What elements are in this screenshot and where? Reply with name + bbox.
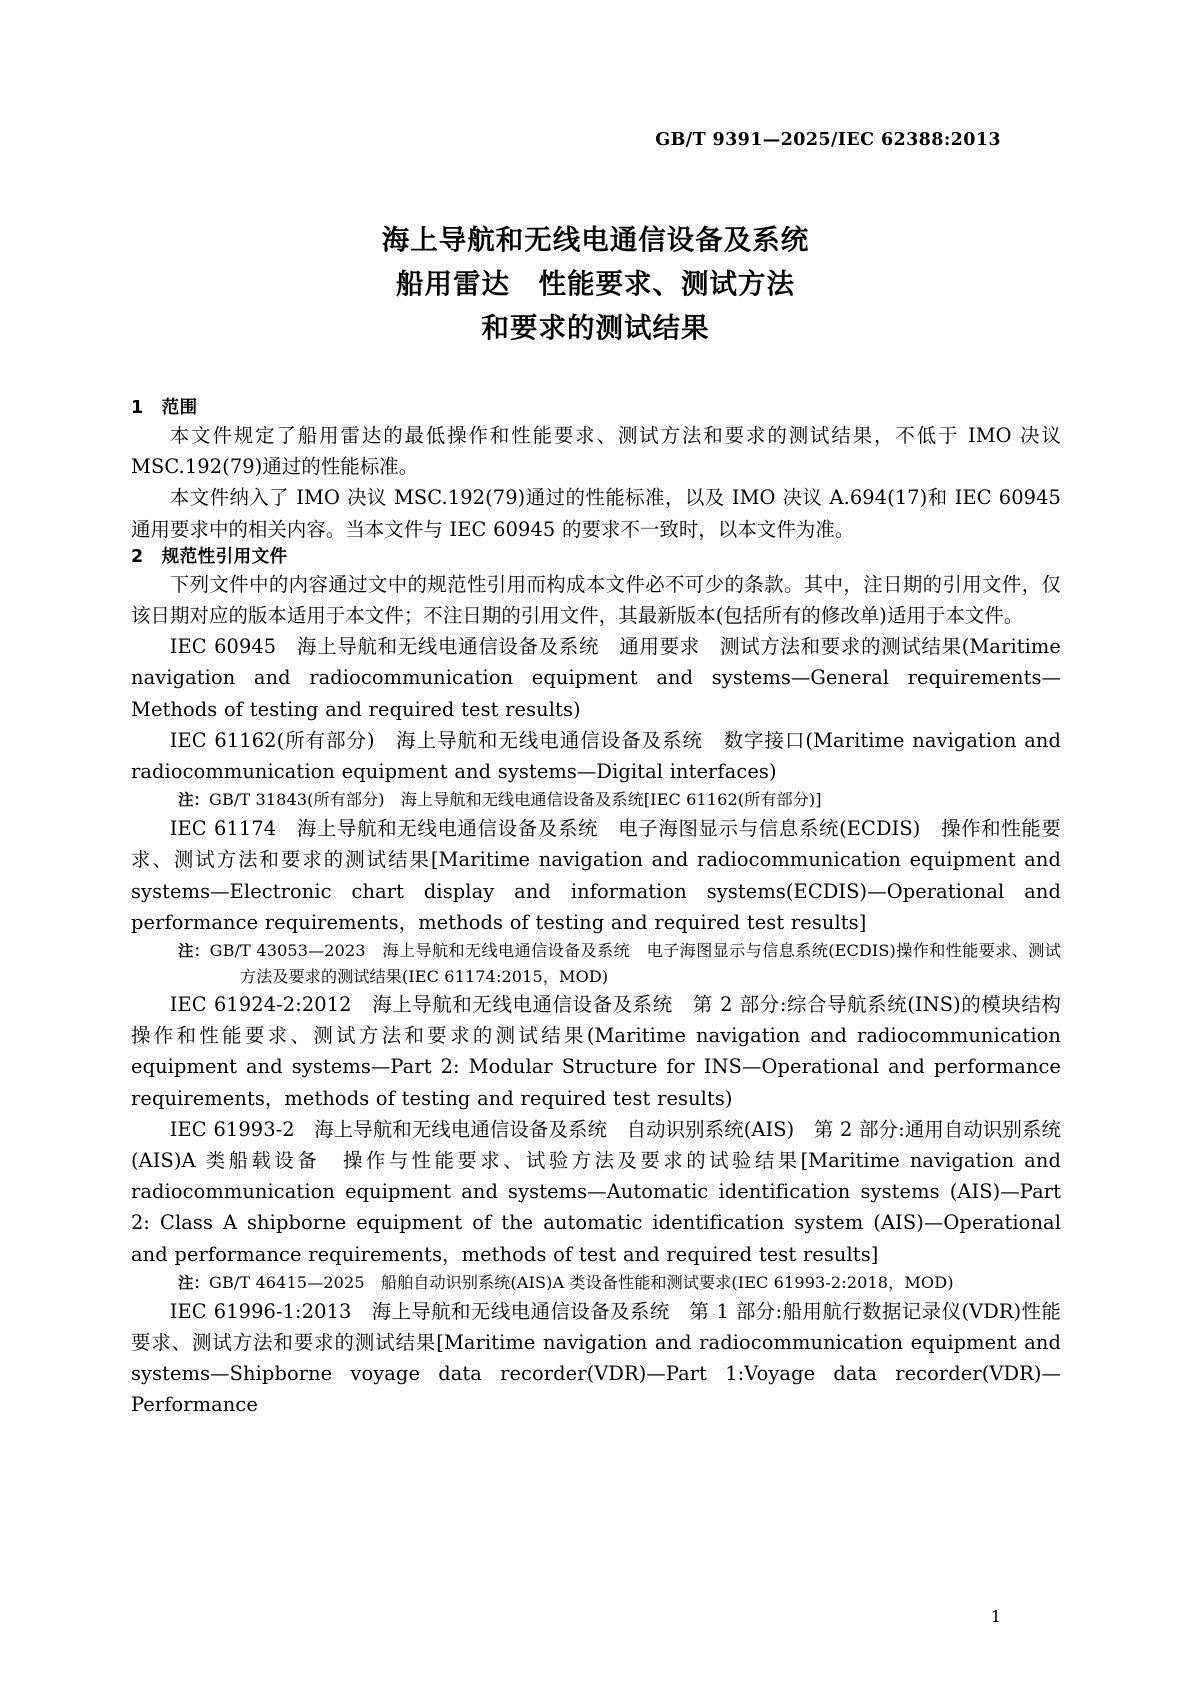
standard-code: GB/T 9391—2025/IEC 62388:2013 [655,130,1001,150]
note-label: 注： [178,942,210,961]
section-heading-2: 2 规范性引用文件 [131,546,288,567]
reference-entry-iec-61996-1: IEC 61996-1:2013 海上导航和无线电通信设备及系统 第 1 部分:船用航行数据记录仪(VDR)性能要求、测试方法和要求的测试结果[Maritime navigation and radiocommunication equipment and systems—Shipborne voyage data recorder(VDR)—Part 1:Voyage data recorder(VDR)—Performance [131,1299,1061,1417]
note-text: GB/T 46415—2025 船舶自动识别系统(AIS)A 类设备性能和测试要求(IEC 61993-2:2018，MOD) [208,1272,954,1292]
reference-entry-iec-60945: IEC 60945 海上导航和无线电通信设备及系统 通用要求 测试方法和要求的测试结果(Maritime navigation and radiocommunication equipment and systems—General requirements—Methods of testing and required test results) [131,635,1061,721]
running-header [0,130,1191,150]
title-line-2: 船用雷达 性能要求、测试方法 [396,268,795,300]
title-line-1: 海上导航和无线电通信设备及系统 [381,224,810,256]
title-line-3: 和要求的测试结果 [481,312,710,344]
note-gbt-31843 [131,787,1061,813]
note-gbt-46415 [131,1270,1061,1296]
page-number [991,1607,1001,1626]
reference-entry-iec-61162: IEC 61162(所有部分) 海上导航和无线电通信设备及系统 数字接口(Maritime navigation and radiocommunication equipment and systems—Digital interfaces) [131,728,1061,784]
page-number-value: 1 [990,1607,1001,1626]
note-label: 注： [178,791,209,810]
note-text: GB/T 31843(所有部分) 海上导航和无线电通信设备及系统[IEC 61162(所有部分)] [208,790,822,810]
document-title [0,218,1191,350]
section-1-paragraph-1: 本文件规定了船用雷达的最低操作和性能要求、测试方法和要求的测试结果，不低于 IMO 决议 MSC.192(79)通过的性能标准。 [131,424,1061,479]
reference-entry-iec-61174: IEC 61174 海上导航和无线电通信设备及系统 电子海图显示与信息系统(ECDIS) 操作和性能要求、测试方法和要求的测试结果[Maritime navigation and radiocommunication equipment and systems—Electronic chart display and information systems(ECDIS)—Operational and performance requirements，methods of testing and required test results] [131,817,1061,934]
section-heading-1: 1 范围 [131,398,198,418]
reference-entry-iec-61924-2: IEC 61924-2:2012 海上导航和无线电通信设备及系统 第 2 部分:综合导航系统(INS)的模块结构 操作和性能要求、测试方法和要求的测试结果(Maritime navigation and radiocommunication equipment and systems—Part 2: Modular Structure for INS—Operational and performance requirements，methods of testing and required test results) [131,993,1081,1110]
note-gbt-43053 [131,938,1061,989]
note-label: 注： [178,1273,209,1292]
note-text: GB/T 43053—2023 海上导航和无线电通信设备及系统 电子海图显示与信息系统(ECDIS)操作和性能要求、测试方法及要求的测试结果(IEC 61174:2015，MOD) [209,941,1062,987]
document-body [131,396,1081,1421]
reference-entry-iec-61993-2: IEC 61993-2 海上导航和无线电通信设备及系统 自动识别系统(AIS) 第 2 部分:通用自动识别系统(AIS)A 类船载设备 操作与性能要求、试验方法及要求的试验结果[Maritime navigation and radiocommunication equipment and systems—Automatic identification systems (AIS)—Part 2: Class A shipborne equipment of the automatic identification system (AIS)—Operational and performance requirements，methods of test and required test results] [131,1117,1061,1266]
section-2-paragraph-1: 下列文件中的内容通过文中的规范性引用而构成本文件必不可少的条款。其中，注日期的引用文件，仅该日期对应的版本适用于本文件；不注日期的引用文件，其最新版本(包括所有的修改单)适用于本文件。 [131,572,1061,628]
section-1-paragraph-2: 本文件纳入了 IMO 决议 MSC.192(79)通过的性能标准，以及 IMO 决议 A.694(17)和 IEC 60945 通用要求中的相关内容。当本文件与 IEC 60945 的要求不一致时，以本文件为准。 [131,486,1061,541]
